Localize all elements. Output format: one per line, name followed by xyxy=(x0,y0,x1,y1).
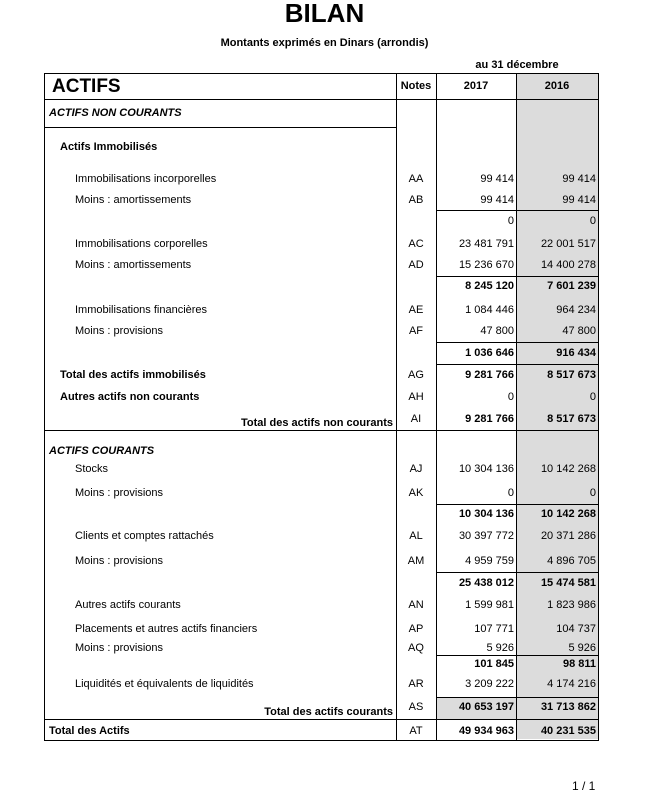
subtotal-2017: 101 845 xyxy=(474,658,514,670)
row-label: Clients et comptes rattachés xyxy=(75,530,214,542)
subtotal-2017: 10 304 136 xyxy=(458,508,514,520)
subtotal-rule xyxy=(436,276,599,277)
row-value-2017: 9 281 766 xyxy=(465,413,514,425)
row-label: Autres actifs non courants xyxy=(60,391,200,403)
row-value-2016: 964 234 xyxy=(556,304,596,316)
row-value-2017: 99 414 xyxy=(480,173,514,185)
row-value-2017: 0 xyxy=(507,487,514,499)
subtotal-rule xyxy=(436,655,599,656)
row-value-2016: 8 517 673 xyxy=(547,413,596,425)
row-label: Moins : amortissements xyxy=(75,259,192,271)
year-2016-header: 2016 xyxy=(544,80,570,92)
row-note: AH xyxy=(408,391,424,403)
row-value-2016: 4 174 216 xyxy=(547,678,596,690)
row-note: AJ xyxy=(409,463,423,475)
row-value-2017: 40 653 197 xyxy=(458,701,514,713)
row-value-2016: 4 896 705 xyxy=(547,555,596,567)
total-label: Total des actifs immobilisés xyxy=(60,369,206,381)
row-value-2017: 5 926 xyxy=(486,642,514,654)
row-value-2017: 47 800 xyxy=(480,325,514,337)
row-value-2016: 10 142 268 xyxy=(540,463,596,475)
row-note: AM xyxy=(407,555,425,567)
subtotal-2017: 1 036 646 xyxy=(465,347,514,359)
subtotal-2017: 8 245 120 xyxy=(465,280,514,292)
subtitle: Montants exprimés en Dinars (arrondis) xyxy=(220,37,429,49)
grand-total-2016: 40 231 535 xyxy=(540,725,596,737)
row-value-2017: 0 xyxy=(507,391,514,403)
row-note: AS xyxy=(408,701,424,713)
row-value-2016: 1 823 986 xyxy=(547,599,596,611)
year-2017-header: 2017 xyxy=(463,80,489,92)
row-value-2017: 9 281 766 xyxy=(465,369,514,381)
subtotal-2016: 7 601 239 xyxy=(547,280,596,292)
row-value-2017: 1 084 446 xyxy=(465,304,514,316)
row-value-2017: 107 771 xyxy=(474,623,514,635)
page-title: BILAN xyxy=(284,0,365,28)
total-label: Total des actifs non courants xyxy=(241,417,393,429)
subsection-label: Actifs Immobilisés xyxy=(60,141,158,153)
row-value-2016: 14 400 278 xyxy=(540,259,596,271)
row-value-2016: 20 371 286 xyxy=(540,530,596,542)
row-value-2016: 5 926 xyxy=(568,642,596,654)
row-note: AF xyxy=(408,325,424,337)
row-value-2016: 0 xyxy=(589,391,596,403)
row-note: AR xyxy=(408,678,424,690)
subtotal-rule xyxy=(436,342,599,343)
row-note: AA xyxy=(408,173,424,185)
row-note: AQ xyxy=(408,642,424,654)
row-note: AI xyxy=(410,413,422,425)
row-label: Autres actifs courants xyxy=(75,599,181,611)
row-label: Moins : provisions xyxy=(75,555,164,567)
row-value-2016: 8 517 673 xyxy=(547,369,596,381)
row-value-2016: 47 800 xyxy=(562,325,596,337)
subtotal-rule xyxy=(436,364,599,365)
row-note: AC xyxy=(408,238,424,250)
row-note: AP xyxy=(408,623,424,635)
page-number: 1 / 1 xyxy=(572,779,596,793)
row-label: Immobilisations incorporelles xyxy=(75,173,217,185)
row-note: AG xyxy=(408,369,424,381)
row-value-2017: 3 209 222 xyxy=(465,678,514,690)
row-value-2016: 31 713 862 xyxy=(540,701,596,713)
row-value-2016: 99 414 xyxy=(562,173,596,185)
row-label: Moins : provisions xyxy=(75,487,164,499)
row-label: Immobilisations financières xyxy=(75,304,208,316)
section-label: ACTIFS NON COURANTS xyxy=(49,107,182,119)
grand-total-2017: 49 934 963 xyxy=(458,725,514,737)
row-label: Moins : amortissements xyxy=(75,194,192,206)
row-note: AD xyxy=(408,259,424,271)
row-label: Immobilisations corporelles xyxy=(75,238,208,250)
subtotal-2016: 10 142 268 xyxy=(540,508,596,520)
row-note: AE xyxy=(408,304,424,316)
row-note: AK xyxy=(408,487,424,499)
subtotal-rule xyxy=(436,210,599,211)
row-note: AT xyxy=(409,725,423,737)
notes-header: Notes xyxy=(400,80,432,92)
row-note: AN xyxy=(408,599,424,611)
row-label: Moins : provisions xyxy=(75,642,164,654)
subtotal-2016: 0 xyxy=(589,215,596,227)
row-value-2017: 15 236 670 xyxy=(458,259,514,271)
subtotal-rule xyxy=(436,572,599,573)
row-label: Placements et autres actifs financiers xyxy=(75,623,258,635)
section-rule-2 xyxy=(44,430,599,431)
header-rule xyxy=(44,99,599,100)
subtotal-2016: 916 434 xyxy=(556,347,596,359)
subtotal-rule xyxy=(436,504,599,505)
row-value-2016: 99 414 xyxy=(562,194,596,206)
row-label: Moins : provisions xyxy=(75,325,164,337)
total-label: Total des actifs courants xyxy=(264,706,393,718)
section-rule-3 xyxy=(44,719,599,720)
row-label: Stocks xyxy=(75,463,109,475)
row-value-2016: 104 737 xyxy=(556,623,596,635)
row-value-2017: 10 304 136 xyxy=(458,463,514,475)
row-label: Liquidités et équivalents de liquidités xyxy=(75,678,254,690)
subtotal-2017: 0 xyxy=(507,215,514,227)
row-value-2017: 23 481 791 xyxy=(458,238,514,250)
section-label: ACTIFS COURANTS xyxy=(49,445,155,457)
period-label: au 31 décembre xyxy=(475,59,559,71)
actifs-heading: ACTIFS xyxy=(52,76,121,97)
grand-total-label: Total des Actifs xyxy=(49,725,130,737)
row-note: AB xyxy=(408,194,424,206)
row-value-2016: 22 001 517 xyxy=(540,238,596,250)
row-value-2016: 0 xyxy=(589,487,596,499)
row-value-2017: 1 599 981 xyxy=(465,599,514,611)
row-value-2017: 4 959 759 xyxy=(465,555,514,567)
subtotal-2016: 15 474 581 xyxy=(540,577,596,589)
subtotal-2016: 98 811 xyxy=(562,658,596,670)
subtotal-rule xyxy=(436,697,599,698)
row-value-2017: 99 414 xyxy=(480,194,514,206)
row-value-2017: 30 397 772 xyxy=(458,530,514,542)
row-note: AL xyxy=(409,530,423,542)
subtotal-2017: 25 438 012 xyxy=(458,577,514,589)
section-rule-1 xyxy=(44,127,396,128)
